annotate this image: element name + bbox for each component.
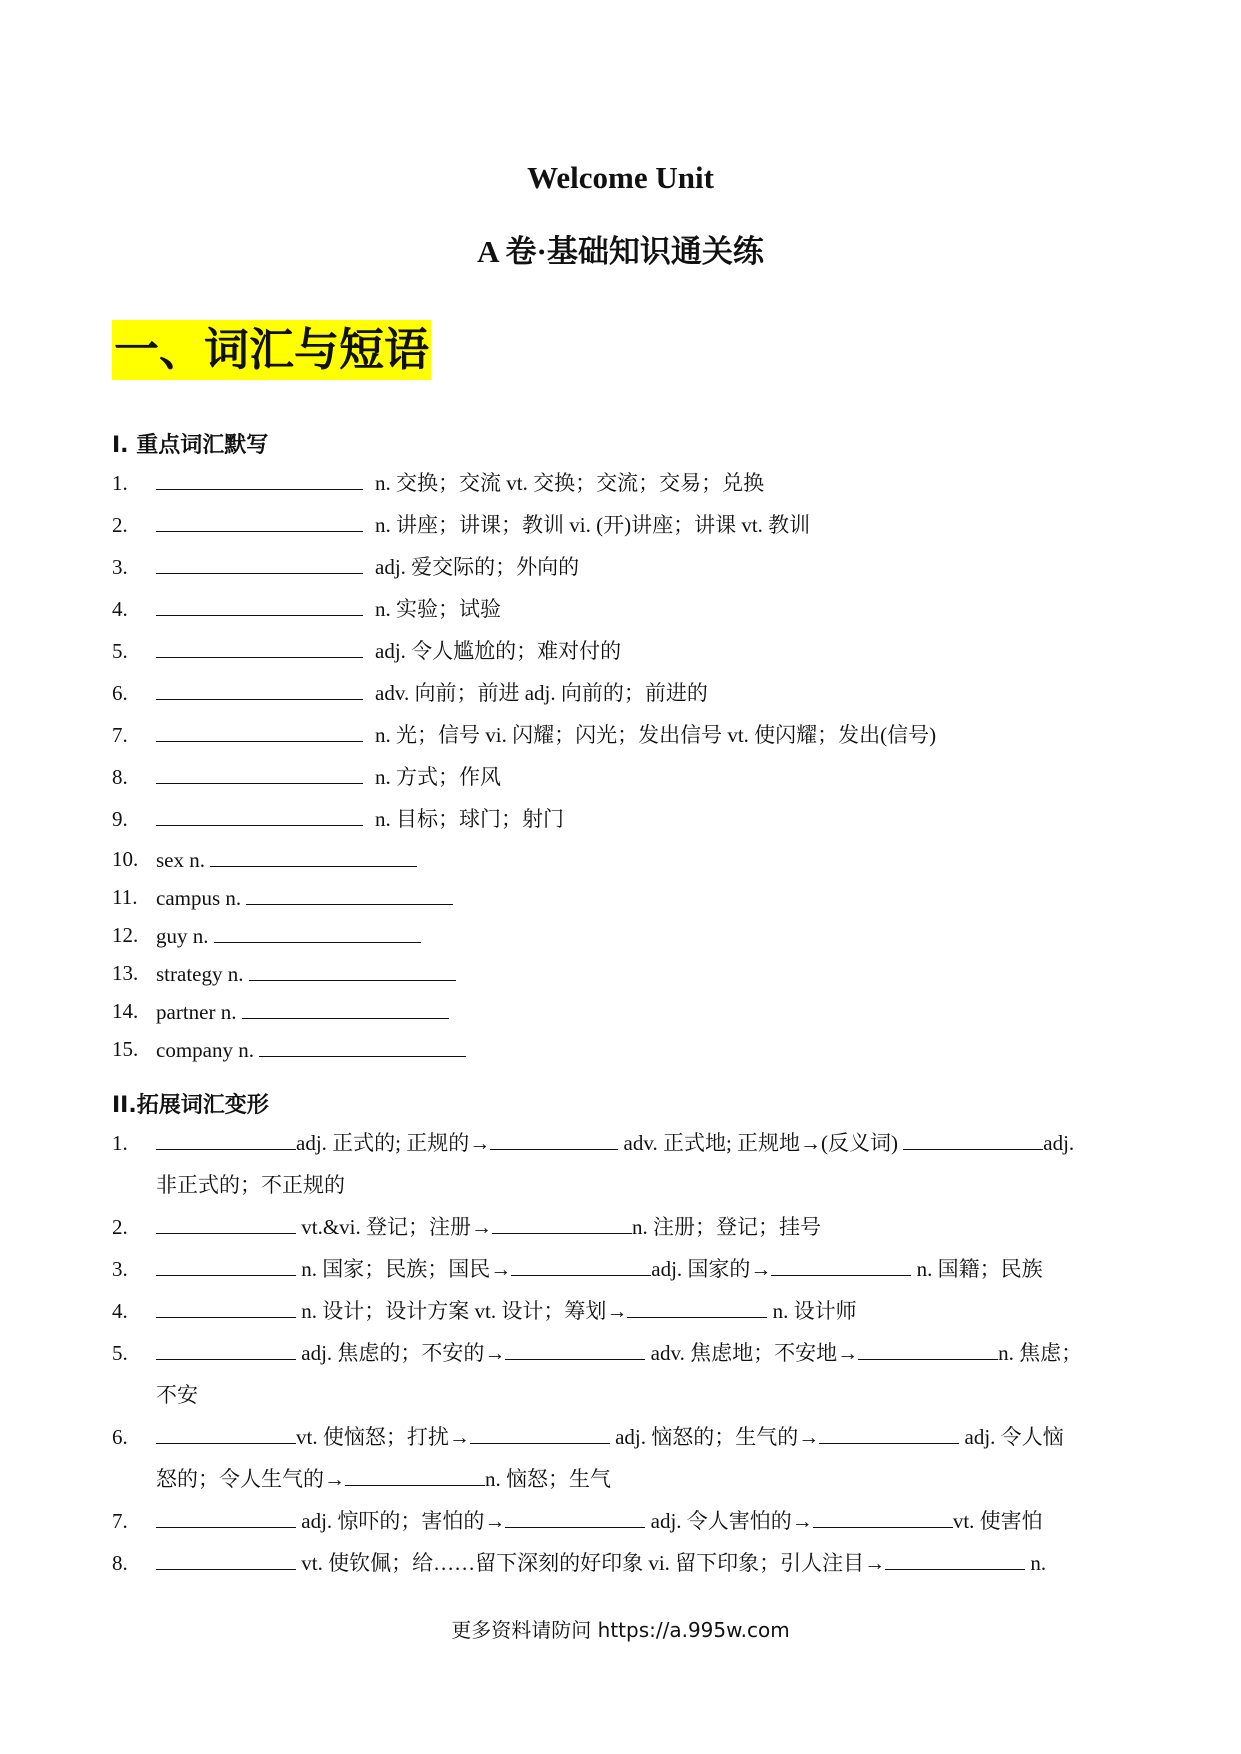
item-word: partner n. [156,1000,237,1024]
list-item [112,504,1132,546]
answer-blank[interactable] [259,1030,466,1057]
answer-blank[interactable] [470,1417,610,1444]
item-definition: adj. 爱交际的；外向的 [375,555,580,579]
item-text: vt. 使恼怒；打扰→ [296,1425,470,1449]
answer-blank[interactable] [156,757,363,784]
list-item [112,546,1132,588]
list-item [112,992,1132,1030]
item-text: adj. 焦虑的；不安的→ [296,1341,506,1365]
list-item [112,798,1132,840]
item-text: n. [1025,1551,1047,1575]
answer-blank[interactable] [858,1333,998,1360]
answer-blank[interactable] [490,1123,618,1150]
list-item [112,588,1132,630]
answer-blank[interactable] [156,1543,296,1570]
item-number: 3. [112,1257,128,1281]
answer-blank[interactable] [214,916,421,943]
list-item [112,1416,1132,1458]
list-item [112,1500,1132,1542]
answer-blank[interactable] [511,1249,651,1276]
item-definition: n. 目标；球门；射门 [375,807,564,831]
item-definition: adv. 向前；前进 adj. 向前的；前进的 [375,681,708,705]
answer-blank[interactable] [492,1207,632,1234]
answer-blank[interactable] [156,463,363,490]
list-item [112,462,1132,504]
answer-blank[interactable] [903,1123,1043,1150]
list-item [112,1122,1132,1164]
answer-blank[interactable] [156,673,363,700]
item-number: 7. [112,1509,128,1533]
item-number: 7. [112,723,128,747]
list-item [112,916,1132,954]
answer-blank[interactable] [156,631,363,658]
item-number: 10. [112,847,139,871]
item-continuation: 非正式的；不正规的 [156,1173,345,1197]
answer-blank[interactable] [156,1123,296,1150]
answer-blank[interactable] [813,1501,953,1528]
item-number: 5. [112,1341,128,1365]
answer-blank[interactable] [156,1333,296,1360]
item-number: 3. [112,555,128,579]
item-number: 6. [112,1425,128,1449]
item-number: 15. [112,1037,139,1061]
answer-blank[interactable] [242,992,449,1019]
item-number: 8. [112,765,128,789]
answer-blank[interactable] [345,1459,485,1486]
list-item [112,1030,1132,1068]
item-text: adj. 国家的→ [651,1257,772,1281]
list-item [112,756,1132,798]
item-continuation [156,1458,1136,1500]
item-text: adv. 焦虑地；不安地→ [645,1341,859,1365]
item-text: adj. 恼怒的；生气的→ [609,1425,820,1449]
answer-blank[interactable] [771,1249,911,1276]
answer-blank[interactable] [156,1291,296,1318]
item-text: vt. 使钦佩；给……留下深刻的好印象 vi. 留下印象；引人注目→ [296,1551,886,1575]
list-item [112,672,1132,714]
answer-blank[interactable] [156,1417,296,1444]
item-number: 9. [112,807,128,831]
item-text: n. 恼怒；生气 [485,1467,611,1491]
item-number: 4. [112,1299,128,1323]
part2-heading: II.拓展词汇变形 [112,1093,269,1118]
item-definition: n. 实验；试验 [375,597,501,621]
footer-note: 更多资料请防问 https://a.995w.com [451,1618,790,1642]
item-number: 14. [112,999,139,1023]
item-definition: n. 交换；交流 vt. 交换；交流；交易；兑换 [375,471,765,495]
answer-blank[interactable] [156,547,363,574]
item-definition: n. 讲座；讲课；教训 vi. (开)讲座；讲课 vt. 教训 [375,513,811,537]
item-number: 5. [112,639,128,663]
item-number: 13. [112,961,139,985]
item-word: sex n. [156,848,205,872]
list-item [112,1206,1132,1248]
item-text: n. 国家；民族；国民→ [296,1257,512,1281]
answer-blank[interactable] [156,589,363,616]
item-definition: n. 方式；作风 [375,765,501,789]
list-item [112,1332,1132,1374]
part1-heading: I. 重点词汇默写 [112,433,269,458]
answer-blank[interactable] [627,1291,767,1318]
item-text: 怒的；令人生气的→ [156,1467,345,1491]
answer-blank[interactable] [156,505,363,532]
answer-blank[interactable] [156,799,363,826]
item-continuation: 不安 [156,1383,198,1407]
item-number: 8. [112,1551,128,1575]
item-number: 2. [112,513,128,537]
answer-blank[interactable] [505,1333,645,1360]
item-number: 6. [112,681,128,705]
item-number: 1. [112,471,128,495]
item-text: n. 设计；设计方案 vt. 设计；筹划→ [296,1299,628,1323]
item-text: adj. 令人恼 [959,1425,1064,1449]
item-text: vt. 使害怕 [952,1509,1043,1533]
list-item [112,630,1132,672]
item-number: 2. [112,1215,128,1239]
item-text: adj. 正式的; 正规的→ [296,1131,491,1155]
item-number: 12. [112,923,139,947]
answer-blank[interactable] [156,715,363,742]
list-item [112,954,1132,992]
item-word: campus n. [156,886,242,910]
list-item [112,878,1132,916]
item-text: n. 设计师 [767,1299,857,1323]
item-number: 11. [112,885,138,909]
list-item [112,1542,1132,1584]
item-word: strategy n. [156,962,244,986]
item-definition: n. 光；信号 vi. 闪耀；闪光；发出信号 vt. 使闪耀；发出(信号) [375,723,937,747]
answer-blank[interactable] [210,840,417,867]
answer-blank[interactable] [819,1417,959,1444]
item-text: adv. 正式地; 正规地→(反义词) [618,1131,904,1155]
answer-blank[interactable] [156,1249,296,1276]
list-item [112,714,1132,756]
item-number: 1. [112,1131,128,1155]
section-heading-vocabulary: 一、词汇与短语 [112,320,431,380]
list-item [112,840,1132,878]
item-text: adj. 惊吓的；害怕的→ [296,1509,506,1533]
item-text: n. 焦虑； [998,1341,1083,1365]
item-text: n. 注册；登记；挂号 [632,1215,822,1239]
item-word: company n. [156,1038,254,1062]
item-text: adj. 令人害怕的→ [645,1509,813,1533]
answer-blank[interactable] [885,1543,1025,1570]
item-word: guy n. [156,924,209,948]
answer-blank[interactable] [246,878,453,905]
document-subtitle: A 卷·基础知识通关练 [477,234,764,269]
item-text: n. 国籍；民族 [911,1257,1043,1281]
item-text: vt.&vi. 登记；注册→ [296,1215,493,1239]
answer-blank[interactable] [156,1207,296,1234]
item-number: 4. [112,597,128,621]
item-definition: adj. 令人尴尬的；难对付的 [375,639,622,663]
answer-blank[interactable] [156,1501,296,1528]
list-item [112,1248,1132,1290]
item-text: adj. [1043,1131,1075,1155]
document-title: Welcome Unit [527,160,714,195]
list-item [112,1290,1132,1332]
answer-blank[interactable] [505,1501,645,1528]
answer-blank[interactable] [249,954,456,981]
